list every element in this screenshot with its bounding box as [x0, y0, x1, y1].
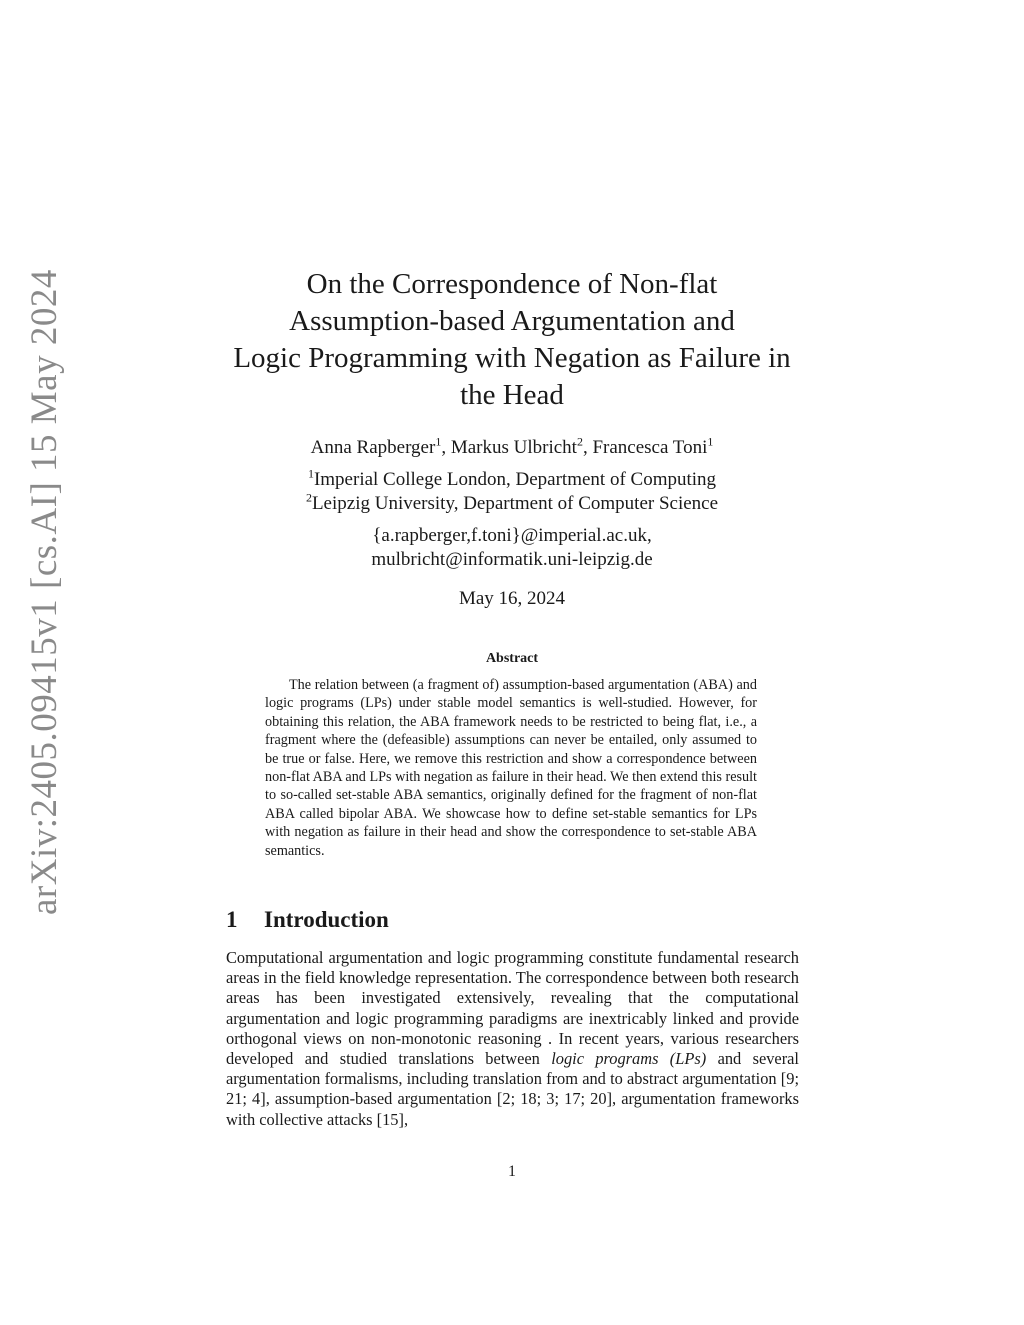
affiliation-mark: 1: [307, 466, 314, 481]
affiliation-mark: 2: [576, 434, 583, 449]
author-name: Francesca Toni: [592, 437, 708, 458]
section-heading: [226, 905, 726, 935]
affiliation-mark: 1: [435, 434, 442, 449]
affiliation-line: [212, 468, 812, 492]
affiliations: [212, 468, 812, 516]
intro-text: and several argumentation formalisms, including translation from and to abstract argumentation [9; 21; 4], assumption-based argumentation [2; 18; 3; 17; 20], argumentation frameworks with collective attacks [15],: [226, 1049, 799, 1129]
abstract-heading: Abstract: [485, 651, 539, 666]
title-line: Logic Programming with Negation as Failure in: [233, 342, 791, 374]
intro-text: Computational argumentation and logic programming constitute fundamental research areas in the field knowledge representation. The correspondence between both research areas has been investigated extensively, revealing that the computational argumentation and logic programming paradigms are inextricably linked and provide orthogonal views on non-monotonic reasoning . In recent years, various researchers developed and studied translations between: [226, 948, 799, 1069]
author-name: Markus Ulbricht: [450, 437, 577, 458]
author-separator: ,: [441, 437, 451, 458]
title-line: Assumption-based Argumentation and: [289, 305, 735, 337]
author-name: Anna Rapberger: [310, 437, 436, 458]
intro-paragraph: [226, 948, 799, 1130]
title-line: On the Correspondence of Non-flat: [306, 268, 718, 300]
affiliation-text: Imperial College London, Department of Computing: [313, 469, 717, 490]
paper-title: [212, 266, 812, 414]
affiliation-text: Leipzig University, Department of Computer Science: [311, 493, 719, 514]
arxiv-identifier: arXiv:2405.09415v1 [cs.AI] 15 May 2024: [24, 269, 65, 915]
author-separator: ,: [582, 437, 593, 458]
email-line: mulbricht@informatik.uni-leipzig.de: [371, 549, 653, 570]
page-number: 1: [508, 1163, 516, 1180]
abstract-text: The relation between (a fragment of) assumption-based argumentation (ABA) and logic programs (LPs) under stable model semantics is well-studied. However, for obtaining this relation, the ABA framework needs to be restricted to being flat, i.e., a fragment where the (defeasible) assumptions can never be entailed, only assumed to be true or false. Here, we remove this restriction and show a correspondence between non-flat ABA and LPs with negation as failure in their head. We then extend this result to so-called set-stable ABA semantics, originally defined for the fragment of non-flat ABA called bipolar ABA. We showcase how to define set-stable semantics for LPs with negation as failure in their head and show the correspondence to set-stable ABA semantics.: [265, 677, 757, 859]
affiliation-mark: 2: [305, 490, 312, 505]
section-number: 1: [226, 907, 238, 932]
author-emails: [212, 524, 812, 572]
author-list: [212, 436, 812, 460]
title-line: the Head: [460, 379, 564, 411]
email-line: {a.rapberger,f.toni}@imperial.ac.uk,: [372, 525, 652, 546]
affiliation-mark: 1: [707, 434, 714, 449]
affiliation-line: [212, 492, 812, 516]
section-title: Introduction: [264, 907, 389, 932]
publication-date: May 16, 2024: [458, 588, 566, 609]
intro-emphasis: logic programs (LPs): [551, 1049, 707, 1069]
